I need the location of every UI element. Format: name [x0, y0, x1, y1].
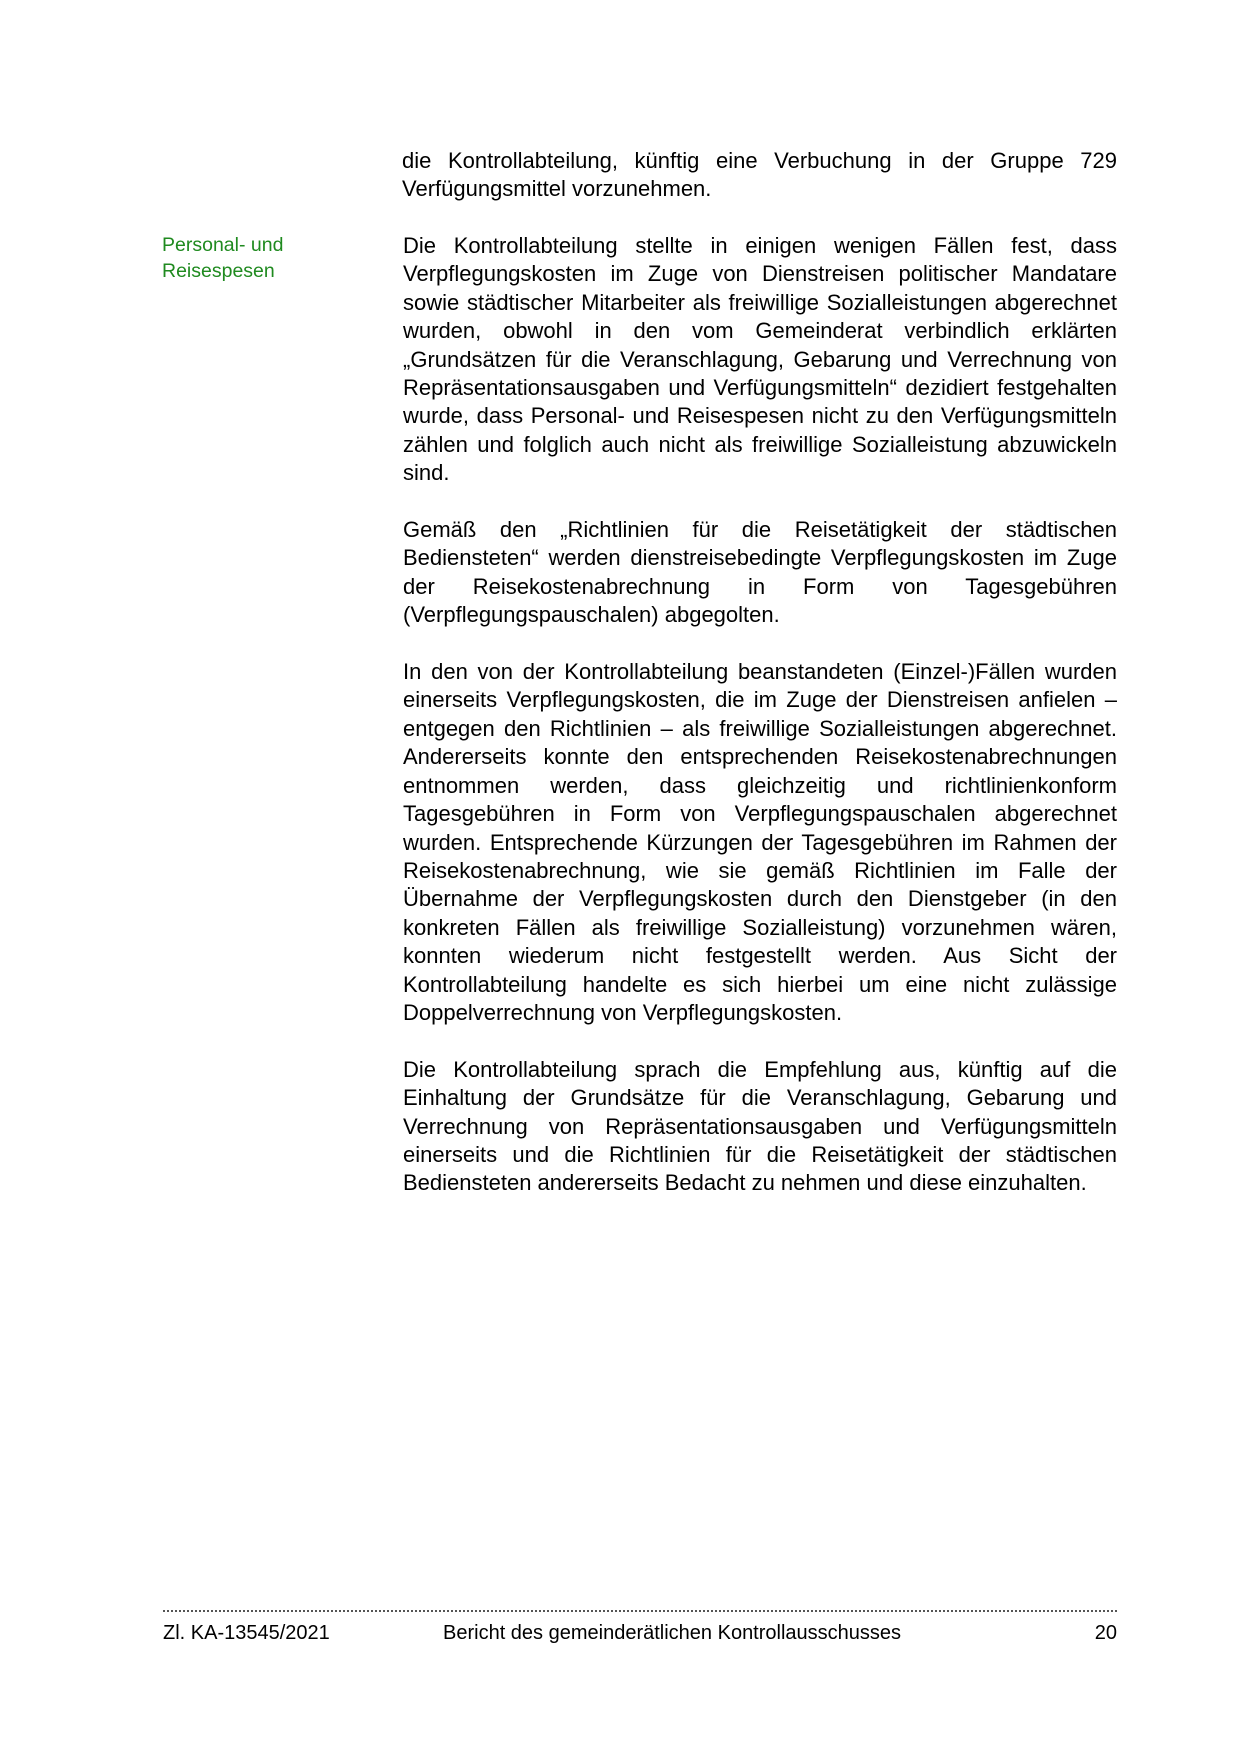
footer-title: Bericht des gemeinderätlichen Kontrollausschusses — [443, 1622, 902, 1644]
page-number: 20 — [1094, 1622, 1117, 1644]
margin-heading-line-2: Reisespesen — [162, 260, 275, 282]
paragraph-findings: Die Kontrollabteilung stellte in einigen wenigen Fällen fest, dass Verpflegungskosten im Zuge von Dienstreisen politischer Mandatare sowie städtischer Mitarbeiter als freiwillige Sozialleistungen abgerechnet wurden, obwohl in den vom Gemeinderat verbindlich erklärten „Grundsätzen für die Veranschlagung, Gebarung und Verrechnung von Repräsentationsausgaben und Verfügungsmitteln“ dezidiert festgehalten wurde, dass Personal- und Reisespesen nicht zu den Verfügungsmitteln zählen und folglich auch nicht als freiwillige Sozialleistung abzuwickeln sind. — [403, 233, 1117, 486]
margin-heading-line-1: Personal- und — [162, 234, 284, 256]
footer-reference: Zl. KA-13545/2021 — [163, 1622, 330, 1644]
paragraph-recommendation: Die Kontrollabteilung sprach die Empfehlung aus, künftig auf die Einhaltung der Grundsätze für die Veranschlagung, Gebarung und Verrechnung von Repräsentationsausgaben und Verfügungsmitteln einerseits und die Richtlinien für die Reisetätigkeit der städtischen Bediensteten andererseits Bedacht zu nehmen und diese einzuhalten. — [403, 1056, 1117, 1196]
paragraph-guidelines: Gemäß den „Richtlinien für die Reisetätigkeit der städtischen Bediensteten“ werden dienstreisebedingte Verpflegungskosten im Zuge der Reisekostenabrechnung in Form von Tagesgebühren (Verpflegungspauschalen) abgegolten. — [403, 517, 1117, 628]
intro-paragraph — [402, 147, 1117, 204]
margin-heading — [162, 232, 362, 284]
body-text — [403, 232, 1117, 1226]
page-footer — [163, 1620, 1117, 1650]
intro-line-2: Verfügungsmittel vorzunehmen. — [402, 176, 712, 202]
footer-divider — [163, 1610, 1117, 1612]
intro-line-1: die Kontrollabteilung, künftig eine Verbuchung in der Gruppe 729 — [402, 148, 1117, 173]
paragraph-cases: In den von der Kontrollabteilung beanstandeten (Einzel-)Fällen wurden einerseits Verpflegungskosten, die im Zuge der Dienstreisen anfielen – entgegen den Richtlinien – als freiwillige Sozialleistungen abgerechnet. Andererseits konnte den entsprechenden Reisekostenabrechnungen entnommen werden, dass gleichzeitig und richtlinienkonform Tagesgebühren in Form von Verpflegungspauschalen abgerechnet wurden. Entsprechende Kürzungen der Tagesgebühren im Rahmen der Reisekostenabrechnung, wie sie gemäß Richtlinien im Falle der Übernahme der Verpflegungskosten durch den Dienstgeber (in den konkreten Fällen als freiwillige Sozialleistung) vorzunehmen wären, konnten wiederum nicht festgestellt werden. Aus Sicht der Kontrollabteilung handelte es sich hierbei um eine nicht zulässige Doppelverrechnung von Verpflegungskosten. — [403, 659, 1117, 1025]
